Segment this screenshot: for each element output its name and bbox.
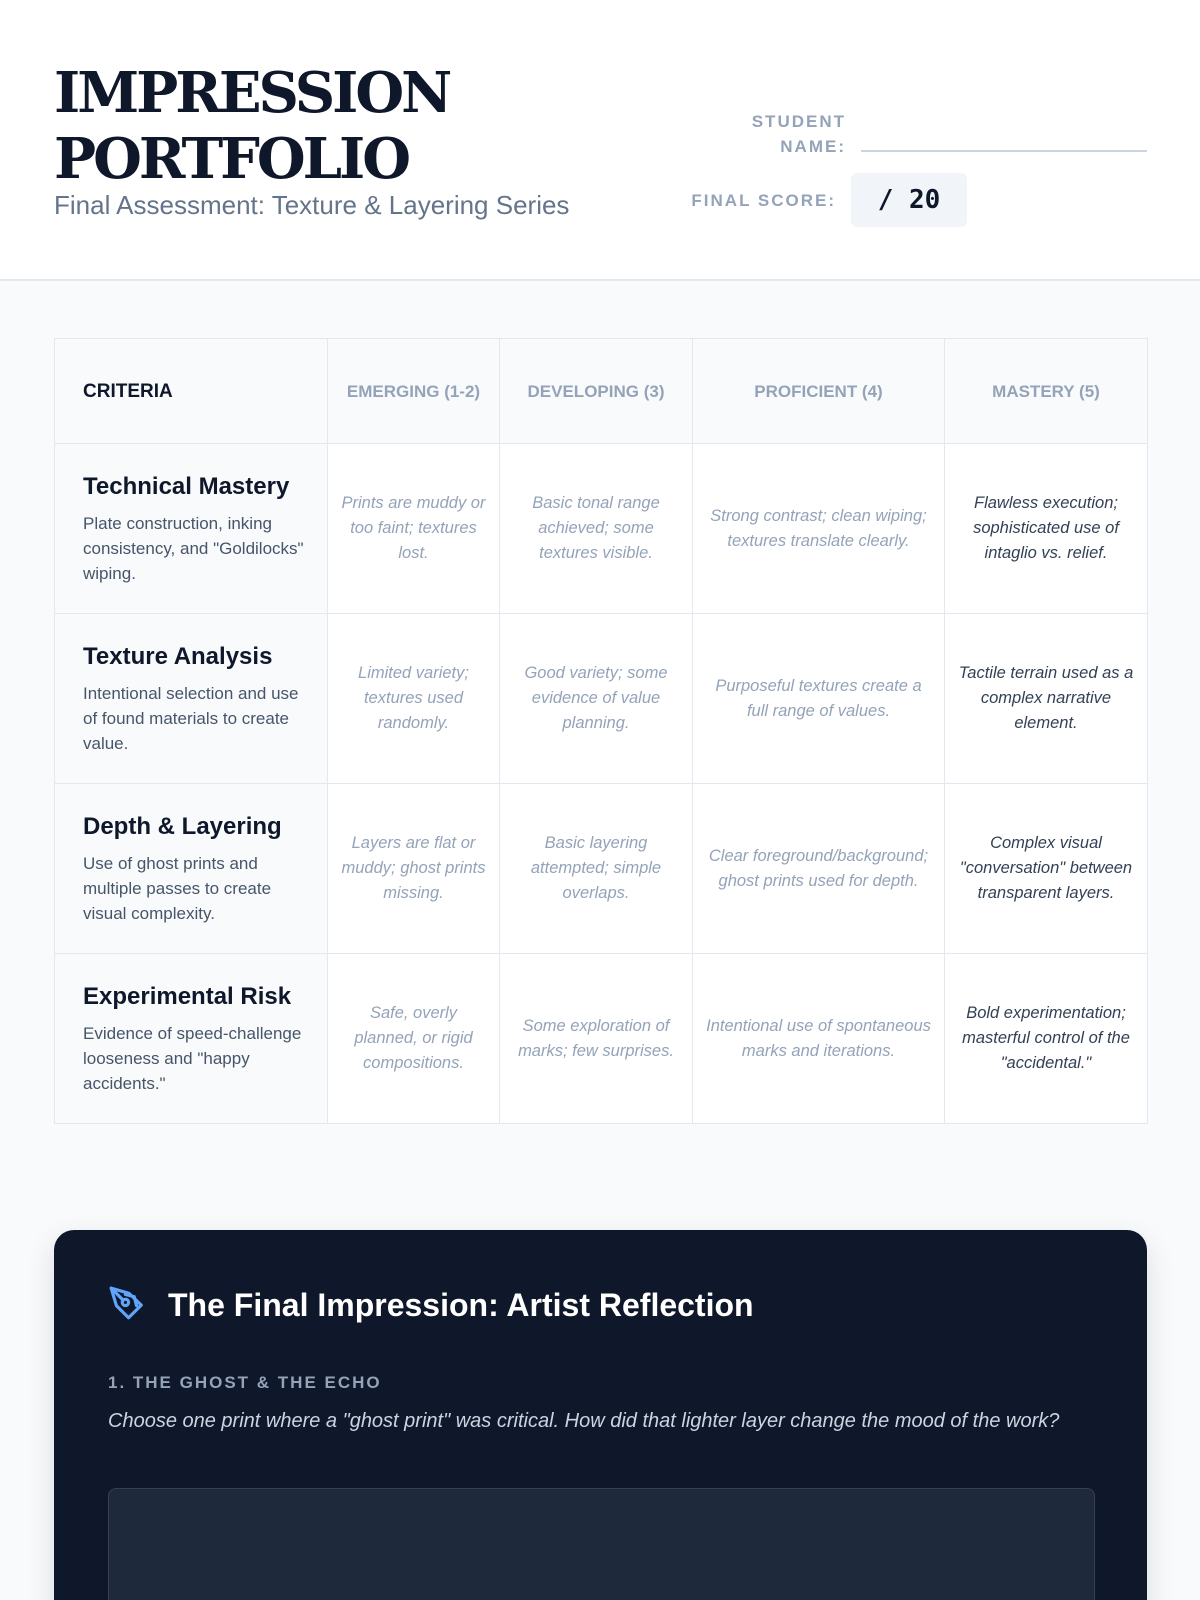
criteria-cell [55,954,328,1124]
student-label-line-1: STUDENT [751,112,846,131]
mastery-cell: Bold experimentation; masterful control of the "accidental." [945,954,1148,1124]
student-name-field[interactable] [861,150,1147,152]
criteria-cell [55,444,328,614]
developing-cell: Some exploration of marks; few surprises. [500,954,693,1124]
developing-cell: Basic layering attempted; simple overlaps. [500,784,693,954]
question-text: Choose one print where a "ghost print" was critical. How did that lighter layer change the mood of the work? [108,1410,1060,1432]
page-header [0,0,1200,281]
developing-cell: Basic tonal range achieved; some textures visible. [500,444,693,614]
mastery-cell: Complex visual "conversation" between transparent layers. [945,784,1148,954]
header-proficient: PROFICIENT (4) [693,339,945,444]
criteria-title: Experimental Risk [83,983,292,1010]
emerging-cell: Limited variety; textures used randomly. [328,614,500,784]
header-developing: DEVELOPING (3) [500,339,693,444]
title-line-1: IMPRESSION [54,60,450,126]
criteria-cell [55,784,328,954]
page-title [54,60,654,192]
criteria-description: Plate construction, inking consistency, and "Goldilocks" wiping. [83,514,304,583]
rubric-table [54,338,1148,1124]
rubric-row [55,444,1148,614]
criteria-cell [55,614,328,784]
student-label-line-2: NAME: [780,137,846,156]
header-emerging: EMERGING (1-2) [328,339,500,444]
proficient-cell: Purposeful textures create a full range of values. [693,614,945,784]
reflection-title: The Final Impression: Artist Reflection [168,1287,754,1323]
header-mastery: MASTERY (5) [945,339,1148,444]
rubric-row [55,954,1148,1124]
developing-cell: Good variety; some evidence of value planning. [500,614,693,784]
criteria-title: Texture Analysis [83,643,273,670]
criteria-title: Depth & Layering [83,813,282,840]
mastery-cell: Tactile terrain used as a complex narrative element. [945,614,1148,784]
final-score-label: FINAL SCORE: [691,191,836,210]
reflection-answer-field[interactable] [108,1488,1095,1600]
page-subtitle: Final Assessment: Texture & Layering Series [54,190,570,220]
emerging-cell: Layers are flat or muddy; ghost prints missing. [328,784,500,954]
proficient-cell: Clear foreground/background; ghost prints used for depth. [693,784,945,954]
question-label: 1. THE GHOST & THE ECHO [108,1373,382,1392]
student-name-label [690,109,846,159]
final-score-box[interactable]: / 20 [851,173,967,227]
proficient-cell: Intentional use of spontaneous marks and iterations. [693,954,945,1124]
mastery-cell: Flawless execution; sophisticated use of intaglio vs. relief. [945,444,1148,614]
criteria-description: Evidence of speed-challenge looseness and "happy accidents." [83,1024,302,1093]
rubric-row [55,614,1148,784]
criteria-description: Use of ghost prints and multiple passes to create visual complexity. [83,854,272,923]
proficient-cell: Strong contrast; clean wiping; textures translate clearly. [693,444,945,614]
pen-nib-icon [108,1285,146,1323]
emerging-cell: Prints are muddy or too faint; textures lost. [328,444,500,614]
rubric-row [55,784,1148,954]
criteria-description: Intentional selection and use of found materials to create value. [83,684,299,753]
title-line-2: PORTFOLIO [54,126,409,192]
rubric-header-row [55,339,1148,444]
emerging-cell: Safe, overly planned, or rigid compositions. [328,954,500,1124]
header-criteria: CRITERIA [55,339,328,444]
criteria-title: Technical Mastery [83,473,290,500]
reflection-panel [54,1230,1147,1600]
